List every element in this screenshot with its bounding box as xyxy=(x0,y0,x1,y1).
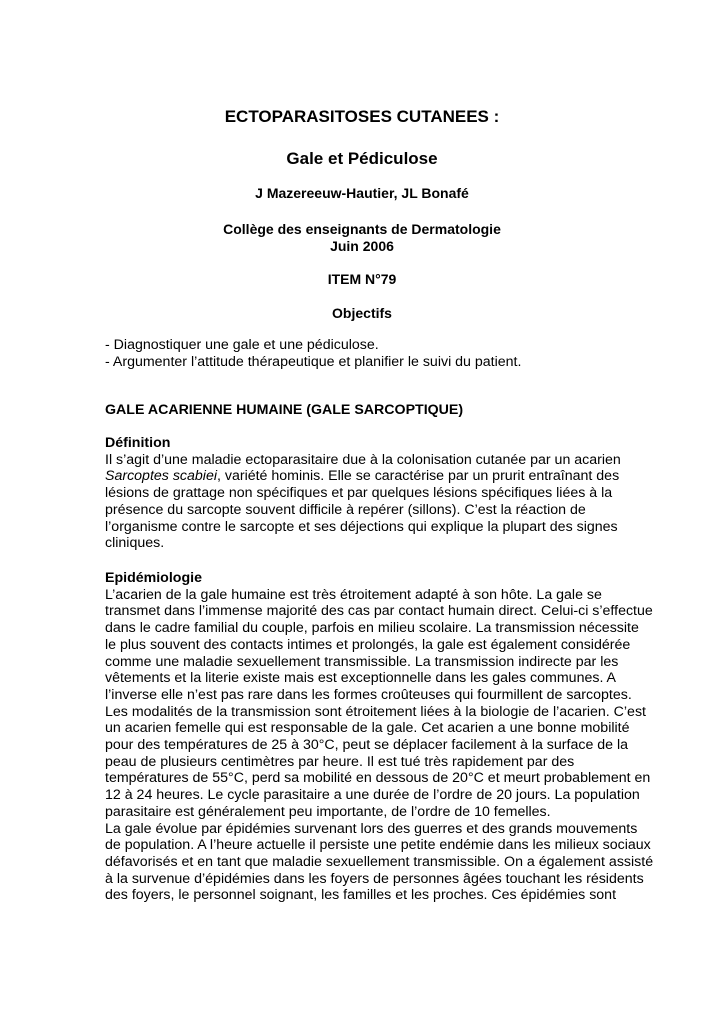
paragraph-line: des foyers, le personnel soignant, les familles et les proches. Ces épidémies sont xyxy=(105,887,617,904)
paragraph-line: le plus souvent des contacts intimes et prolongés, la gale est également considérée xyxy=(105,636,631,653)
paragraph-line: l’organisme contre le sarcopte et ses déjections qui explique la plupart des signes xyxy=(105,518,618,535)
objectif-item: - Diagnostiquer une gale et une pédiculose. xyxy=(105,337,379,353)
paragraph-line: Les modalités de la transmission sont étroitement liées à la biologie de l’acarien. C’est xyxy=(105,703,646,720)
objectifs-heading: Objectifs xyxy=(332,305,392,321)
paragraph-line: lésions de grattage non spécifiques et par quelques lésions spécifiques liées à la xyxy=(105,485,613,502)
item-number: ITEM N°79 xyxy=(327,271,397,287)
authors: J Mazereeuw-Hautier, JL Bonafé xyxy=(255,185,469,201)
paragraph-line: vêtements et la literie existe mais est exceptionnelle dans les gales communes. A xyxy=(105,670,617,687)
definition-heading: Définition xyxy=(105,435,171,451)
objectif-item: - Argumenter l’attitude thérapeutique et planifier le suivi du patient. xyxy=(105,353,522,370)
college-name: Collège des enseignants de Dermatologie xyxy=(223,221,501,237)
paragraph-line: transmet dans l’immense majorité des cas par contact humain direct. Celui-ci s’effectue xyxy=(105,603,653,620)
epidemiologie-section xyxy=(105,570,654,904)
paragraph-line: L’acarien de la gale humaine est très étroitement adapté à son hôte. La gale se xyxy=(105,586,602,603)
paragraph-line: cliniques. xyxy=(105,535,165,552)
paragraph-line: l’inverse elle n’est pas rare dans les formes croûteuses qui fourmillent de sarcoptes. xyxy=(105,686,632,703)
paragraph-line: Il s’agit d’une maladie ectoparasitaire due à la colonisation cutanée par un acarien xyxy=(105,451,621,468)
paragraph-line: dans le cadre familial du couple, parfois en milieu scolaire. La transmission nécessite xyxy=(105,620,639,637)
section-title: GALE ACARIENNE HUMAINE (GALE SARCOPTIQUE) xyxy=(105,402,464,418)
paragraph-line: peau de plusieurs centimètres par heure. Il est tué très rapidement par des xyxy=(105,753,575,770)
paragraph-line: parasitaire est généralement peu importante, de l’ordre de 10 femelles. xyxy=(105,803,551,820)
document-title: ECTOPARASITOSES CUTANEES : xyxy=(224,107,500,126)
definition-section xyxy=(105,435,645,552)
college-block xyxy=(0,221,724,255)
paragraph-line: comme une maladie sexuellement transmissible. La transmission indirecte par les xyxy=(105,653,619,670)
paragraph-line: La gale évolue par épidémies survenant lors des guerres et des grands mouvements xyxy=(105,820,638,837)
species-name: Sarcoptes scabiei xyxy=(105,468,217,485)
paragraph-line: défavorisés et en tant que maladie sexuellement transmissible. On a également assisté xyxy=(105,853,654,870)
objectifs-list xyxy=(105,337,645,370)
paragraph-line: 12 à 24 heures. Le cycle parasitaire a une durée de l’ordre de 20 jours. La population xyxy=(105,787,640,804)
paragraph-line: températures de 55°C, perd sa mobilité en dessous de 20°C et meurt probablement en xyxy=(105,770,651,787)
publication-date: Juin 2006 xyxy=(330,238,394,254)
paragraph-line: à la survenue d’épidémies dans les foyers de personnes âgées touchant les résidents xyxy=(105,870,644,887)
paragraph-line: de population. A l’heure actuelle il persiste une petite endémie dans les milieux sociaux xyxy=(105,837,651,854)
paragraph-line: présence du sarcopte souvent difficile à repérer (sillons). C’est la réaction de xyxy=(105,501,586,518)
paragraph-line: un acarien femelle qui est responsable de la gale. Cet acarien a une bonne mobilité xyxy=(105,720,630,737)
paragraph-line-rest: , variété hominis. Elle se caractérise par un prurit entraînant des xyxy=(216,468,620,485)
paragraph-line xyxy=(105,468,645,485)
epidemiologie-heading: Epidémiologie xyxy=(105,570,202,586)
paragraph-line: pour des températures de 25 à 30°C, peut se déplacer facilement à la surface de la xyxy=(105,737,629,754)
document-subtitle: Gale et Pédiculose xyxy=(286,149,438,168)
